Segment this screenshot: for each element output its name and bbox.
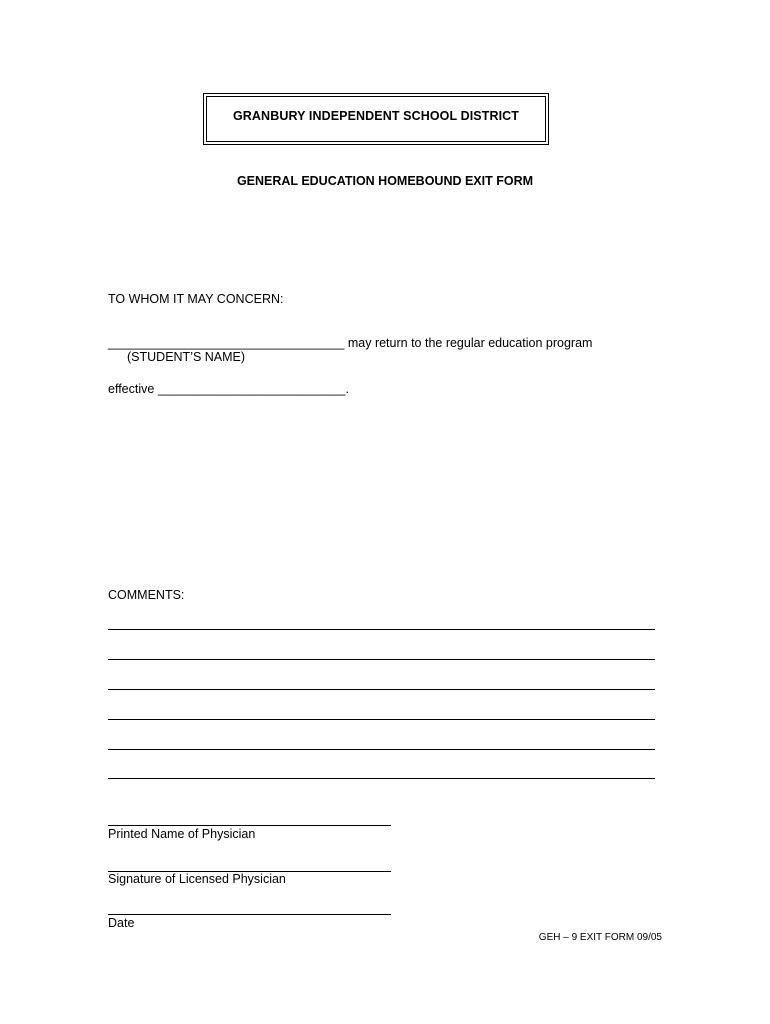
salutation: TO WHOM IT MAY CONCERN: bbox=[108, 292, 284, 306]
student-name-blank[interactable]: __________________________________ bbox=[108, 336, 345, 350]
return-statement: may return to the regular education program bbox=[347, 336, 593, 350]
comment-line[interactable] bbox=[108, 659, 655, 660]
comment-line[interactable] bbox=[108, 689, 655, 690]
form-code: GEH – 9 EXIT FORM 09/05 bbox=[538, 932, 662, 943]
comments-label: COMMENTS: bbox=[108, 588, 185, 602]
effective-period: . bbox=[345, 382, 349, 396]
comment-line[interactable] bbox=[108, 629, 655, 630]
district-header-box bbox=[203, 93, 549, 145]
comment-line[interactable] bbox=[108, 778, 655, 779]
physician-name-label: Printed Name of Physician bbox=[108, 827, 256, 841]
effective-label: effective bbox=[108, 382, 155, 396]
form-title: GENERAL EDUCATION HOMEBOUND EXIT FORM bbox=[236, 174, 534, 188]
comment-line[interactable] bbox=[108, 719, 655, 720]
date-label: Date bbox=[108, 916, 135, 930]
district-name: GRANBURY INDEPENDENT SCHOOL DISTRICT bbox=[232, 109, 520, 123]
effective-line bbox=[108, 382, 349, 396]
student-name-caption: (STUDENT’S NAME) bbox=[127, 350, 246, 364]
effective-date-blank[interactable]: ___________________________ bbox=[157, 382, 346, 396]
date-line[interactable] bbox=[108, 914, 391, 915]
comment-line[interactable] bbox=[108, 749, 655, 750]
physician-name-line[interactable] bbox=[108, 825, 391, 826]
student-return-line bbox=[108, 336, 592, 350]
physician-signature-label: Signature of Licensed Physician bbox=[108, 872, 286, 886]
